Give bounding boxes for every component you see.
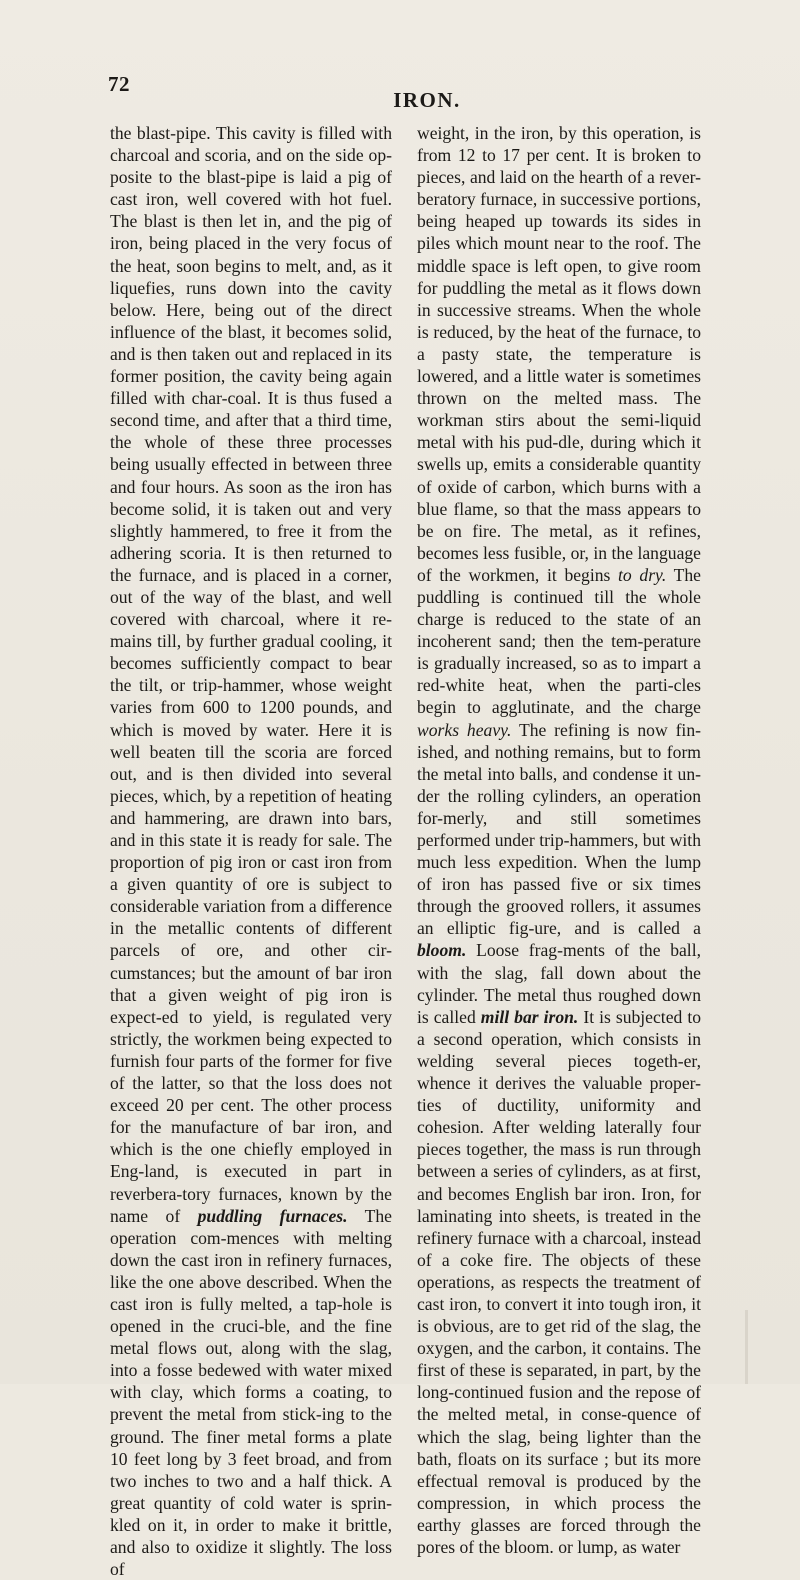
italic-term: bloom. bbox=[417, 940, 467, 961]
text-run: The operation com-mences with melting down the cast iron in refinery furnaces, like the one above described. When the cast iron is fully melted, a tap-hole is opened in the cruci-ble, and the fine metal flows out, along with the slag, into a fosse bedewed with water mixed with clay, which forms a coating, to prevent the metal from stick-ing to the ground. The finer metal forms a plate 10 feet long by 3 feet broad, and from two inches to two and a half thick. A great quantity of cold water is sprin-kled on it, in order to make it brittle, and also to oxidize it slightly. The loss of bbox=[110, 1205, 392, 1580]
text-run: Loose frag-ments of the ball, with the slag, fall down about the cylinder. The metal thus roughed down is called bbox=[417, 940, 701, 1027]
running-head: IRON. bbox=[393, 88, 461, 112]
italic-term: mill bar iron. bbox=[480, 1006, 579, 1027]
right-column bbox=[417, 122, 701, 1558]
text-run: It is subjected to a second operation, which consists in welding several pieces togeth-er, whence it derives the valuable proper-ties of ductility, uniformity and cohesion. After welding laterally four pieces together, the mass is run through between a series of cylinders, as at first, and becomes English bar iron. Iron, for laminating into sheets, is treated in the refinery furnace with a charcoal, instead of a coke fire. The objects of these operations, as respects the treatment of cast iron, to convert it into tough iron, it is obvious, are to get rid of the slag, the oxygen, and the carbon, it contains. The first of these is separated, in part, by the long-continued fusion and the repose of the melted metal, in conse-quence of which the slag, being lighter than the bath, floats on its surface ; but its more effectual removal is produced by the compression, in which process the earthy glasses are forced through the pores of the bloom. or lump, as water bbox=[417, 1006, 701, 1557]
text-run: The refining is now fin-ished, and nothing remains, but to form the metal into balls, and condense it un-der the rolling cylinders, an operation for-merly, and still sometimes performed under trip-hammers, but with much less expedition. When the lump of iron has passed five or six times through the grooved rollers, it assumes an elliptic fig-ure, and is called a bbox=[417, 719, 701, 939]
text-run: weight, in the iron, by this operation, is from 12 to 17 per cent. It is broken to pieces, and laid on the hearth of a rever-beratory furnace, in successive portions, being heaped up towards its sides in piles which mount near to the roof. The middle space is left open, to give room for puddling the metal as it flows down in successive streams. When the whole is reduced, by the heat of the furnace, to a pasty state, the temperature is lowered, and a little water is sometimes thrown on the melted mass. The workman stirs about the semi-liquid metal with his pud-dle, during which it swells up, emits a considerable quantity of oxide of carbon, which burns with a blue flame, so that the mass appears to be on fire. The metal, as it refines, becomes less fusible, or, in the language of the workmen, it begins bbox=[417, 123, 701, 585]
page-number: 72 bbox=[108, 72, 130, 96]
text-run: The puddling is continued till the whole charge is reduced to the state of an incoherent sand; then the tem-perature is gradually increased, so as to impart a red-white heat, when the parti-cles begin to agglutinate, and the charge bbox=[417, 564, 701, 718]
italic-term: to dry. bbox=[618, 564, 667, 585]
left-column-paragraph bbox=[110, 122, 392, 1580]
scan-artifact bbox=[745, 1310, 748, 1384]
text-run: the blast-pipe. This cavity is filled with charcoal and scoria, and on the side op-posite to the blast-pipe is laid a pig of cast iron, well covered with hot fuel. The blast is then let in, and the pig of iron, being placed in the very focus of the heat, soon begins to melt, and, as it liquefies, runs down into the cavity below. Here, being out of the direct influence of the blast, it becomes solid, and is then taken out and replaced in its former position, the cavity being again filled with char-coal. It is thus fused a second time, and after that a third time, the whole of these three processes being usually effected in between three and four hours. As soon as the iron has become solid, it is taken out and very slightly hammered, to free it from the adhering scoria. It is then returned to the furnace, and is placed in a corner, out of the way of the blast, and well covered with charcoal, where it re-mains till, by further gradual cooling, it becomes sufficiently compact to bear the tilt, or trip-hammer, whose weight varies from 600 to 1200 pounds, and which is moved by water. Here it is well beaten till the scoria are forced out, and is then divided into several pieces, which, by a repetition of heating and hammering, are drawn into bars, and in this state it is ready for sale. The proportion of pig iron or cast iron from a given quantity of ore is subject to considerable variation from a difference in the metallic contents of different parcels of ore, and other cir-cumstances; but the amount of bar iron that a given weight of pig iron is expect-ed to yield, is regulated very strictly, the workmen being expected to furnish four parts of the former for five of the latter, so that the loss does not exceed 20 per cent. The other process for the manufacture of bar iron, and which is the one chiefly employed in Eng-land, is executed in part in reverbera-tory furnaces, known by the name of bbox=[110, 123, 393, 1226]
left-column bbox=[110, 122, 392, 1580]
italic-term: works heavy. bbox=[417, 719, 512, 740]
italic-term: puddling furnaces. bbox=[197, 1205, 348, 1226]
right-column-paragraph bbox=[417, 122, 701, 1558]
